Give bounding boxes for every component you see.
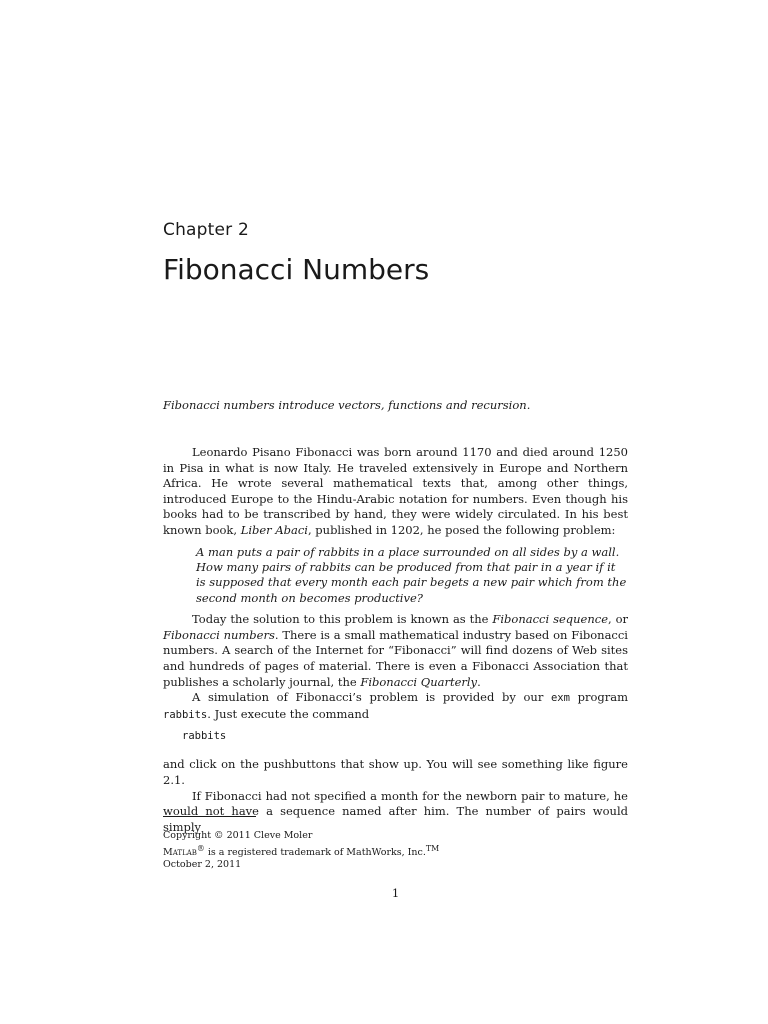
chapter-epigraph: Fibonacci numbers introduce vectors, functions and recursion. <box>163 398 531 412</box>
quote-line: How many pairs of rabbits can be produced from that pair in a year if it <box>196 559 616 574</box>
chapter-title: Fibonacci Numbers <box>163 253 430 286</box>
body-text <box>163 445 628 835</box>
book-title: Liber Abaci <box>240 522 308 537</box>
date-line: October 2, 2011 <box>163 859 242 871</box>
quote-line: A man puts a pair of rabbits in a place surrounded on all sides by a wall. <box>196 544 620 559</box>
page-number: 1 <box>391 886 400 900</box>
document-page <box>163 0 628 1024</box>
code-command: rabbits <box>182 730 227 743</box>
paragraph-pushbuttons: and click on the pushbuttons that show up. You will see something like figure 2.1. <box>163 757 628 787</box>
paragraph-simulation: A simulation of Fibonacci’s problem is provided by our exm program rabbits. Just execute the command <box>163 690 629 721</box>
paragraph-maturity: If Fibonacci had not specified a month for the newborn pair to mature, he would not have a sequence named after him. The number of pairs would simply <box>163 788 628 834</box>
copyright-line: Copyright © 2011 Cleve Moler <box>163 830 313 841</box>
journal-title: Fibonacci Quarterly <box>360 674 478 689</box>
quote-line: is supposed that every month each pair begets a new pair which from the <box>196 575 627 590</box>
quote-line: second month on becomes productive? <box>196 590 423 605</box>
footnote <box>163 830 628 872</box>
trademark-line: Matlab® is a registered trademark of MathWorks, Inc.™ <box>163 843 440 858</box>
paragraph-intro: Leonardo Pisano Fibonacci was born around 1170 and died around 1250 in Pisa in what is now Italy. He traveled extensively in Europe and Northern Africa. He wrote several mathematical texts that, among other things, introduced Europe to the Hindu-Arabic notation for numbers. Even though his books had to be transcribed by hand, they were widely circulated. In his best known book, Liber Abaci, published in 1202, he posed the following problem: <box>163 445 628 537</box>
footnote-rule <box>163 816 256 817</box>
paragraph-solution: Today the solution to this problem is known as the Fibonacci sequence, or Fibonacci numbers. There is a small mathematical industry based on Fibonacci numbers. A search of the Internet for “Fibonacci” will find dozens of Web sites and hundreds of pages of material. There is even a Fibonacci Association that publishes a scholarly journal, the Fibonacci Quarterly. <box>163 612 629 689</box>
block-quote <box>196 544 627 607</box>
chapter-label: Chapter 2 <box>163 220 249 240</box>
